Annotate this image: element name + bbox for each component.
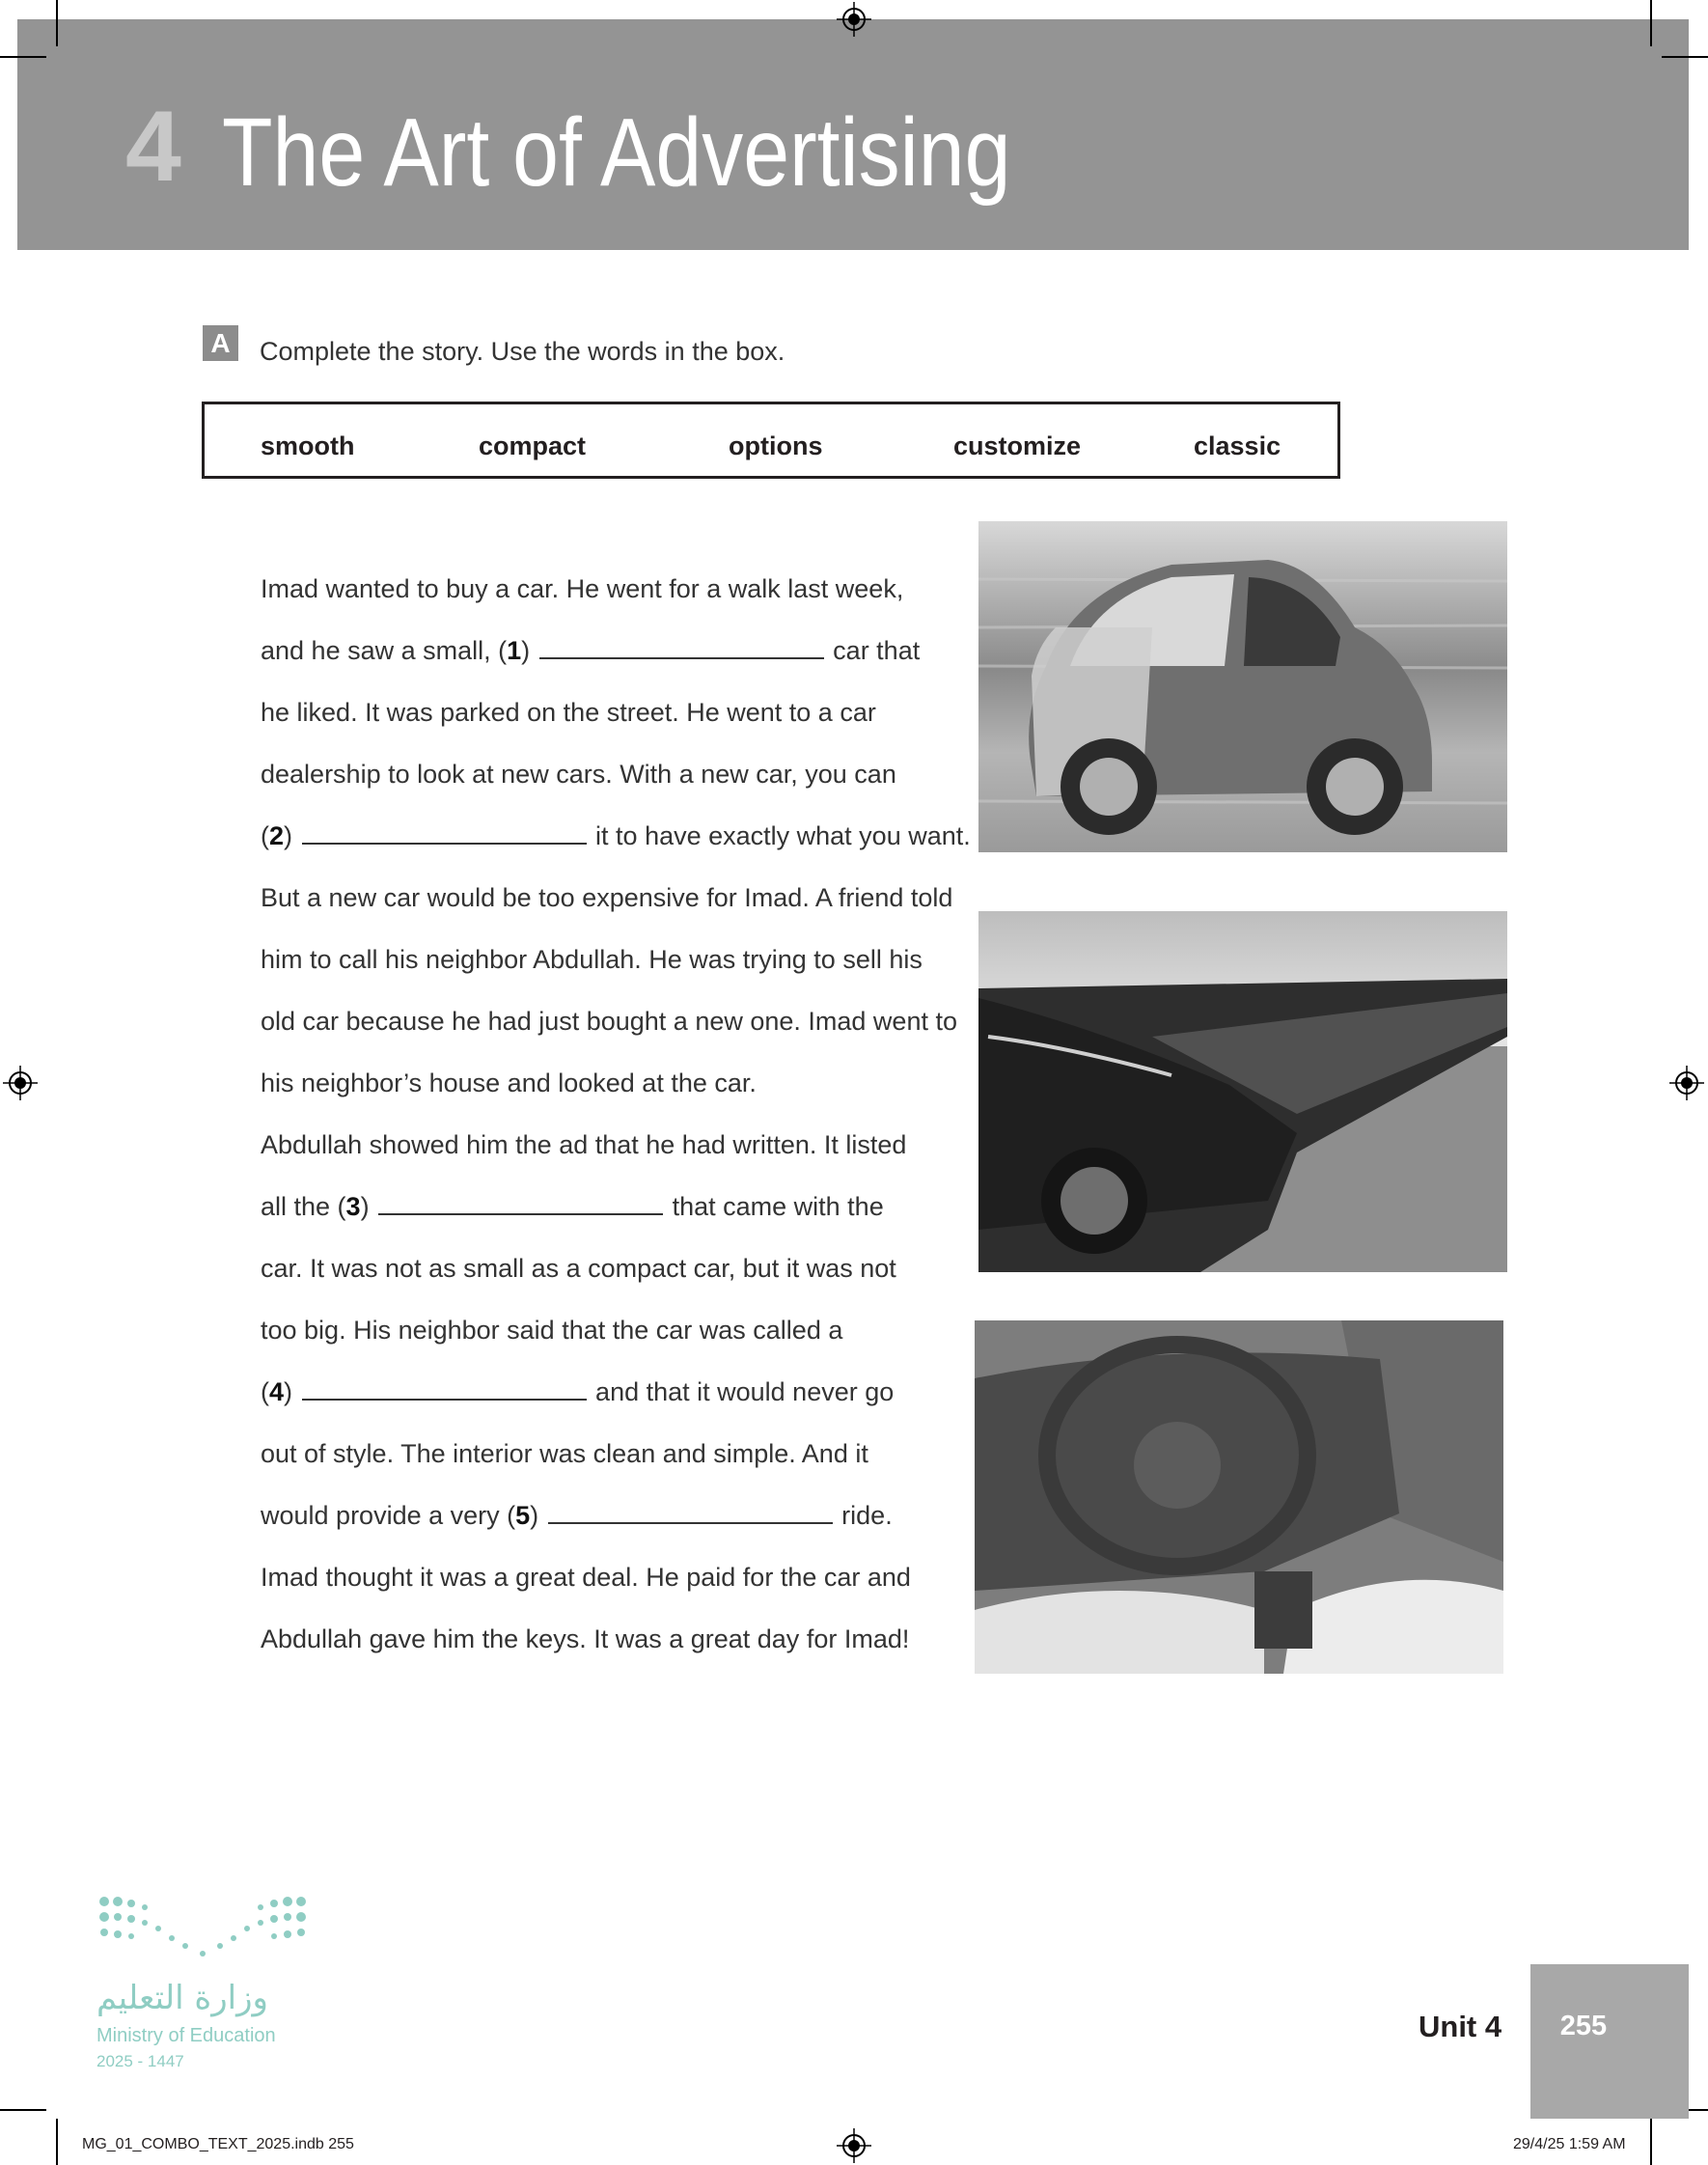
page-number: 255 <box>1559 2011 1608 2041</box>
blank-number: 3 <box>345 1192 361 1221</box>
crop-mark <box>1650 0 1652 46</box>
story-text <box>261 564 975 1676</box>
ministry-name-arabic: وزارة التعليم <box>96 1979 268 2017</box>
exercise-instruction: Complete the story. Use the words in the box. <box>260 337 785 366</box>
word-box-item: classic <box>1194 431 1281 460</box>
crop-mark <box>0 2109 46 2111</box>
answer-blank-4[interactable] <box>302 1377 587 1401</box>
story-line: car. It was not as small as a compact car, but it was not <box>261 1254 896 1283</box>
answer-blank-1[interactable] <box>539 636 824 659</box>
story-line: out of style. The interior was clean and simple. And it <box>261 1439 868 1468</box>
story-line: too big. His neighbor said that the car was called a <box>261 1316 843 1345</box>
registration-mark-icon <box>837 2 871 37</box>
word-box-item: options <box>729 431 823 460</box>
unit-number: 4 <box>125 91 181 203</box>
crop-mark <box>1662 56 1708 58</box>
ministry-logo-icon <box>96 1892 309 1964</box>
registration-mark-icon <box>3 1066 38 1100</box>
crop-mark <box>56 0 58 46</box>
ministry-name-english: Ministry of Education <box>96 2025 276 2046</box>
crop-mark <box>56 2119 58 2165</box>
compact-car-photo <box>978 521 1507 852</box>
story-line: would provide a very (5) ride. <box>261 1501 893 1530</box>
story-line: But a new car would be too expensive for Imad. A friend told <box>261 883 953 912</box>
answer-blank-2[interactable] <box>302 821 587 845</box>
print-slug-date: 29/4/25 1:59 AM <box>1513 2136 1626 2152</box>
crop-mark <box>1650 2119 1652 2165</box>
crop-mark <box>0 56 46 58</box>
car-interior-photo <box>975 1320 1503 1674</box>
exercise-letter-badge: A <box>203 325 238 361</box>
story-line: all the (3) that came with the <box>261 1192 884 1221</box>
unit-label: Unit 4 <box>1419 2010 1502 2043</box>
story-line: Imad thought it was a great deal. He paid for the car and <box>261 1563 911 1592</box>
ministry-year: 2025 - 1447 <box>96 2052 184 2070</box>
blank-number: 1 <box>507 636 522 665</box>
story-line: dealership to look at new cars. With a new car, you can <box>261 760 896 789</box>
story-line: him to call his neighbor Abdullah. He was trying to sell his <box>261 945 923 974</box>
story-line: Imad wanted to buy a car. He went for a walk last week, <box>261 574 904 603</box>
parked-cars-photo <box>978 911 1507 1272</box>
story-line: Abdullah showed him the ad that he had written. It listed <box>261 1130 907 1159</box>
story-line: (4) and that it would never go <box>261 1377 895 1406</box>
story-line: his neighbor’s house and looked at the car. <box>261 1069 757 1097</box>
story-line: and he saw a small, (1) car that <box>261 636 921 665</box>
story-line: he liked. It was parked on the street. He went to a car <box>261 698 876 727</box>
story-line: (2) it to have exactly what you want. <box>261 821 971 850</box>
word-box-item: smooth <box>261 431 355 460</box>
word-box-item: compact <box>479 431 587 460</box>
blank-number: 2 <box>269 821 285 850</box>
registration-mark-icon <box>837 2128 871 2163</box>
print-slug-file: MG_01_COMBO_TEXT_2025.indb 255 <box>82 2136 354 2152</box>
word-box-item: customize <box>953 431 1082 460</box>
word-box <box>202 402 1340 479</box>
registration-mark-icon <box>1669 1066 1704 1100</box>
page-title: The Art of Advertising <box>222 98 1011 207</box>
story-line: Abdullah gave him the keys. It was a great day for Imad! <box>261 1624 910 1653</box>
blank-number: 4 <box>269 1377 285 1406</box>
story-line: old car because he had just bought a new one. Imad went to <box>261 1007 957 1036</box>
answer-blank-3[interactable] <box>378 1192 663 1215</box>
answer-blank-5[interactable] <box>548 1501 833 1524</box>
blank-number: 5 <box>515 1501 531 1530</box>
